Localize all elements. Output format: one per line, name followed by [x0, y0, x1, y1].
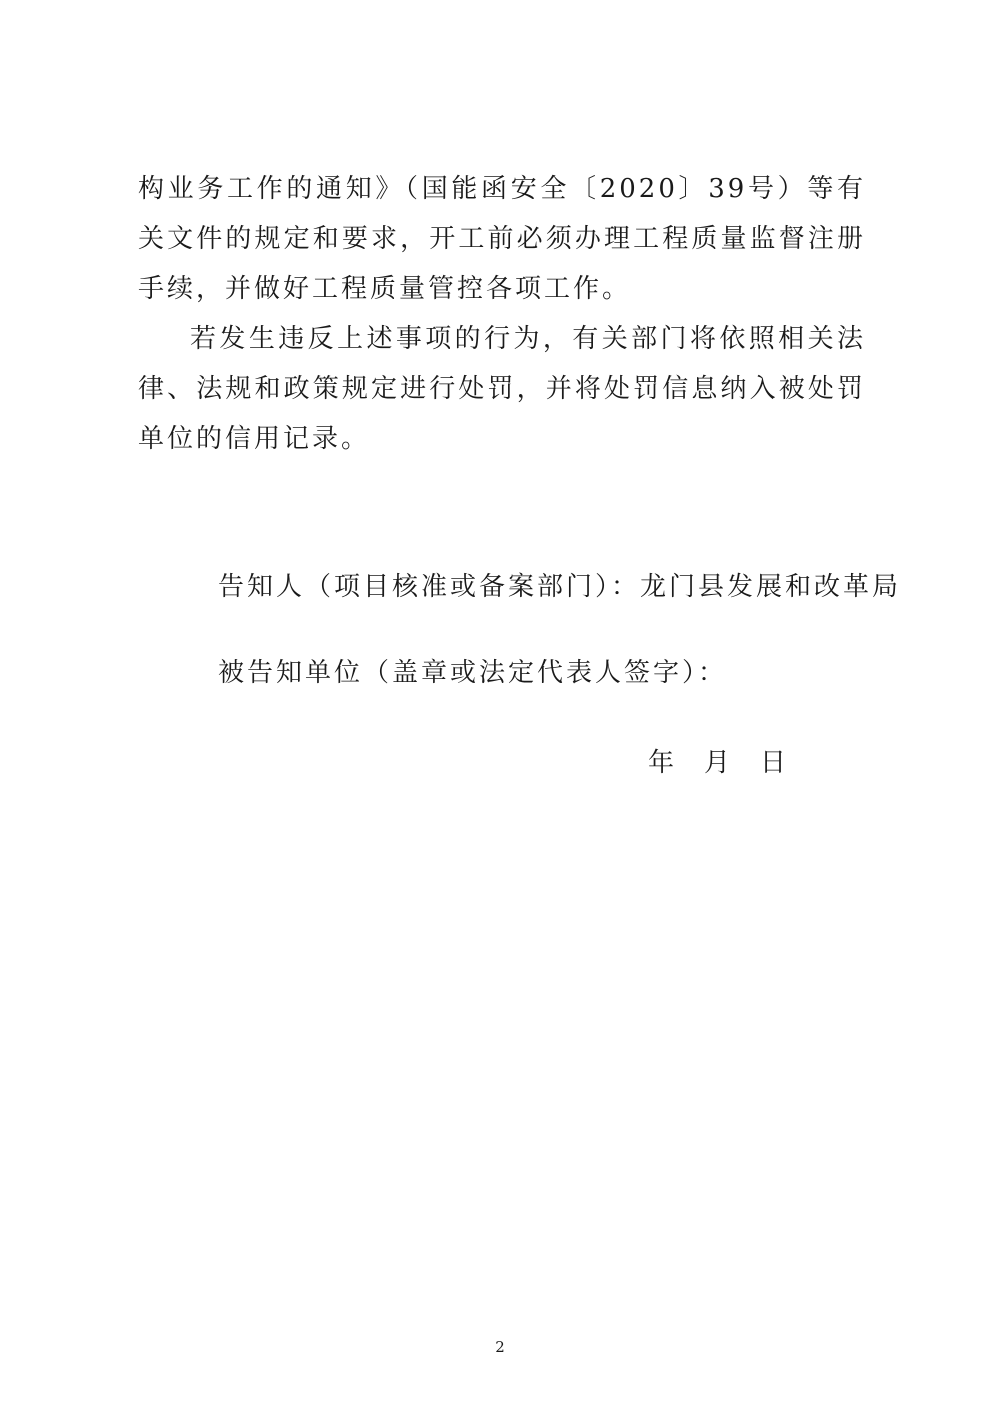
date-day: 日: [760, 748, 787, 778]
date-month: 月: [704, 748, 731, 778]
body-text: [138, 164, 866, 464]
paragraph-penalty: 若发生违反上述事项的行为，有关部门将依照相关法律、法规和政策规定进行处罚，并将处罚信息纳入被处罚单位的信用记录。: [138, 324, 866, 454]
date-year: 年: [648, 748, 675, 778]
notifier-line: 告知人（项目核准或备案部门）：龙门县发展和改革局: [218, 572, 902, 602]
page-number: 2: [495, 1338, 505, 1356]
notified-party-line: 被告知单位（盖章或法定代表人签字）：: [218, 658, 728, 688]
paragraph-continuation: 构业务工作的通知》（国能函安全〔2020〕39号）等有关文件的规定和要求，开工前必须办理工程质量监督注册手续，并做好工程质量管控各项工作。: [138, 174, 866, 304]
